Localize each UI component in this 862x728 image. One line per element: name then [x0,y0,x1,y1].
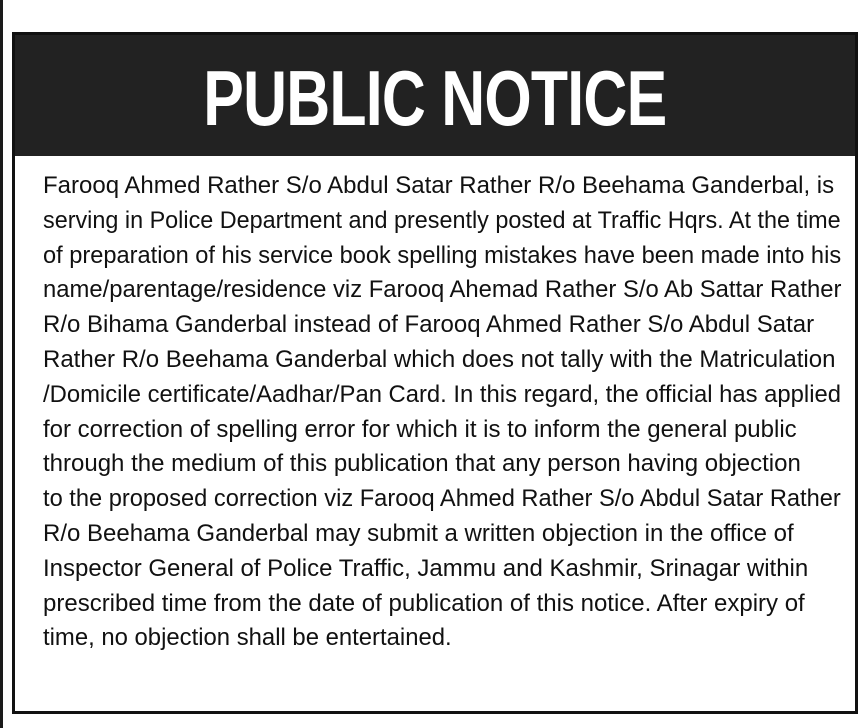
notice-title: PUBLIC NOTICE [203,53,667,142]
notice-body-line: serving in Police Department and presently posted at Traffic Hqrs. At the time [43,206,841,234]
notice-body-line: R/o Bihama Ganderbal instead of Farooq Ahmed Rather S/o Abdul Satar [43,311,815,339]
notice-body-line: for correction of spelling error for which it is to inform the general public [43,415,797,443]
notice-body-line: R/o Beehama Ganderbal may submit a written objection in the office of [43,519,794,547]
notice-body-line: through the medium of this publication that any person having objection [43,450,801,478]
notice-body-line: Inspector General of Police Traffic, Jammu and Kashmir, Srinagar within [43,554,809,582]
notice-header-band [15,35,855,156]
page-left-rule [0,0,3,728]
notice-body-line: Rather R/o Beehama Ganderbal which does not tally with the Matriculation [43,345,836,373]
public-notice-box [12,32,858,714]
notice-body-line: of preparation of his service book spelling mistakes have been made into his [43,241,842,269]
notice-body-line: /Domicile certificate/Aadhar/Pan Card. In this regard, the official has applied [43,380,841,408]
notice-body-line: time, no objection shall be entertained. [43,624,452,652]
notice-body-line: to the proposed correction viz Farooq Ahmed Rather S/o Abdul Satar Rather [43,485,841,513]
notice-body [15,159,855,656]
notice-body-line: prescribed time from the date of publication of this notice. After expiry of [43,589,805,617]
notice-body-line: Farooq Ahmed Rather S/o Abdul Satar Rather R/o Beehama Ganderbal, is [43,172,835,199]
notice-body-line: name/parentage/residence viz Farooq Ahemad Rather S/o Ab Sattar Rather [43,276,842,304]
